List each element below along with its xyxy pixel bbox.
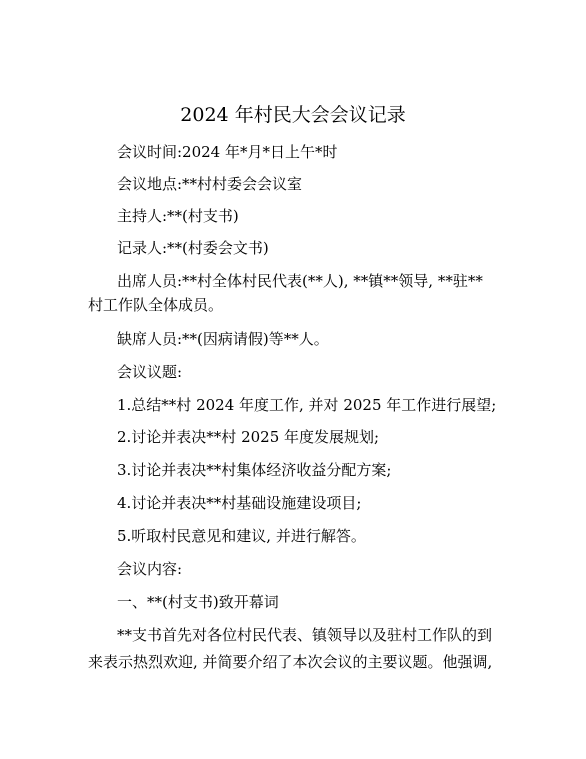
agenda-item: 1.总结**村 2024 年度工作, 并对 2025 年工作进行展望; — [117, 396, 497, 414]
document-title: 2024 年村民大会会议记录 — [180, 104, 406, 126]
attendees-line-2: 村工作队全体成员。 — [88, 296, 224, 314]
section-heading: 一、**(村支书)致开幕词 — [117, 593, 279, 611]
meeting-place: 会议地点:**村村委会会议室 — [117, 175, 303, 193]
attendees-line-1: 出席人员:**村全体村民代表(**人), **镇**领导, **驻** — [117, 272, 483, 290]
meeting-time: 会议时间:2024 年*月*日上午*时 — [117, 143, 338, 161]
agenda-item: 2.讨论并表决**村 2025 年度发展规划; — [117, 428, 380, 446]
agenda-heading: 会议议题: — [117, 363, 183, 381]
paragraph-line: 来表示热烈欢迎, 并简要介绍了本次会议的主要议题。他强调, — [88, 653, 493, 671]
agenda-item: 5.听取村民意见和建议, 并进行解答。 — [117, 527, 366, 545]
paragraph-line: **支书首先对各位村民代表、镇领导以及驻村工作队的到 — [117, 626, 493, 644]
meeting-host: 主持人:**(村支书) — [117, 207, 239, 225]
agenda-item: 4.讨论并表决**村基础设施建设项目; — [117, 494, 362, 512]
meeting-recorder: 记录人:**(村委会文书) — [117, 239, 269, 257]
agenda-item: 3.讨论并表决**村集体经济收益分配方案; — [117, 461, 392, 479]
absent-line: 缺席人员:**(因病请假)等**人。 — [117, 330, 329, 348]
content-heading: 会议内容: — [117, 560, 183, 578]
